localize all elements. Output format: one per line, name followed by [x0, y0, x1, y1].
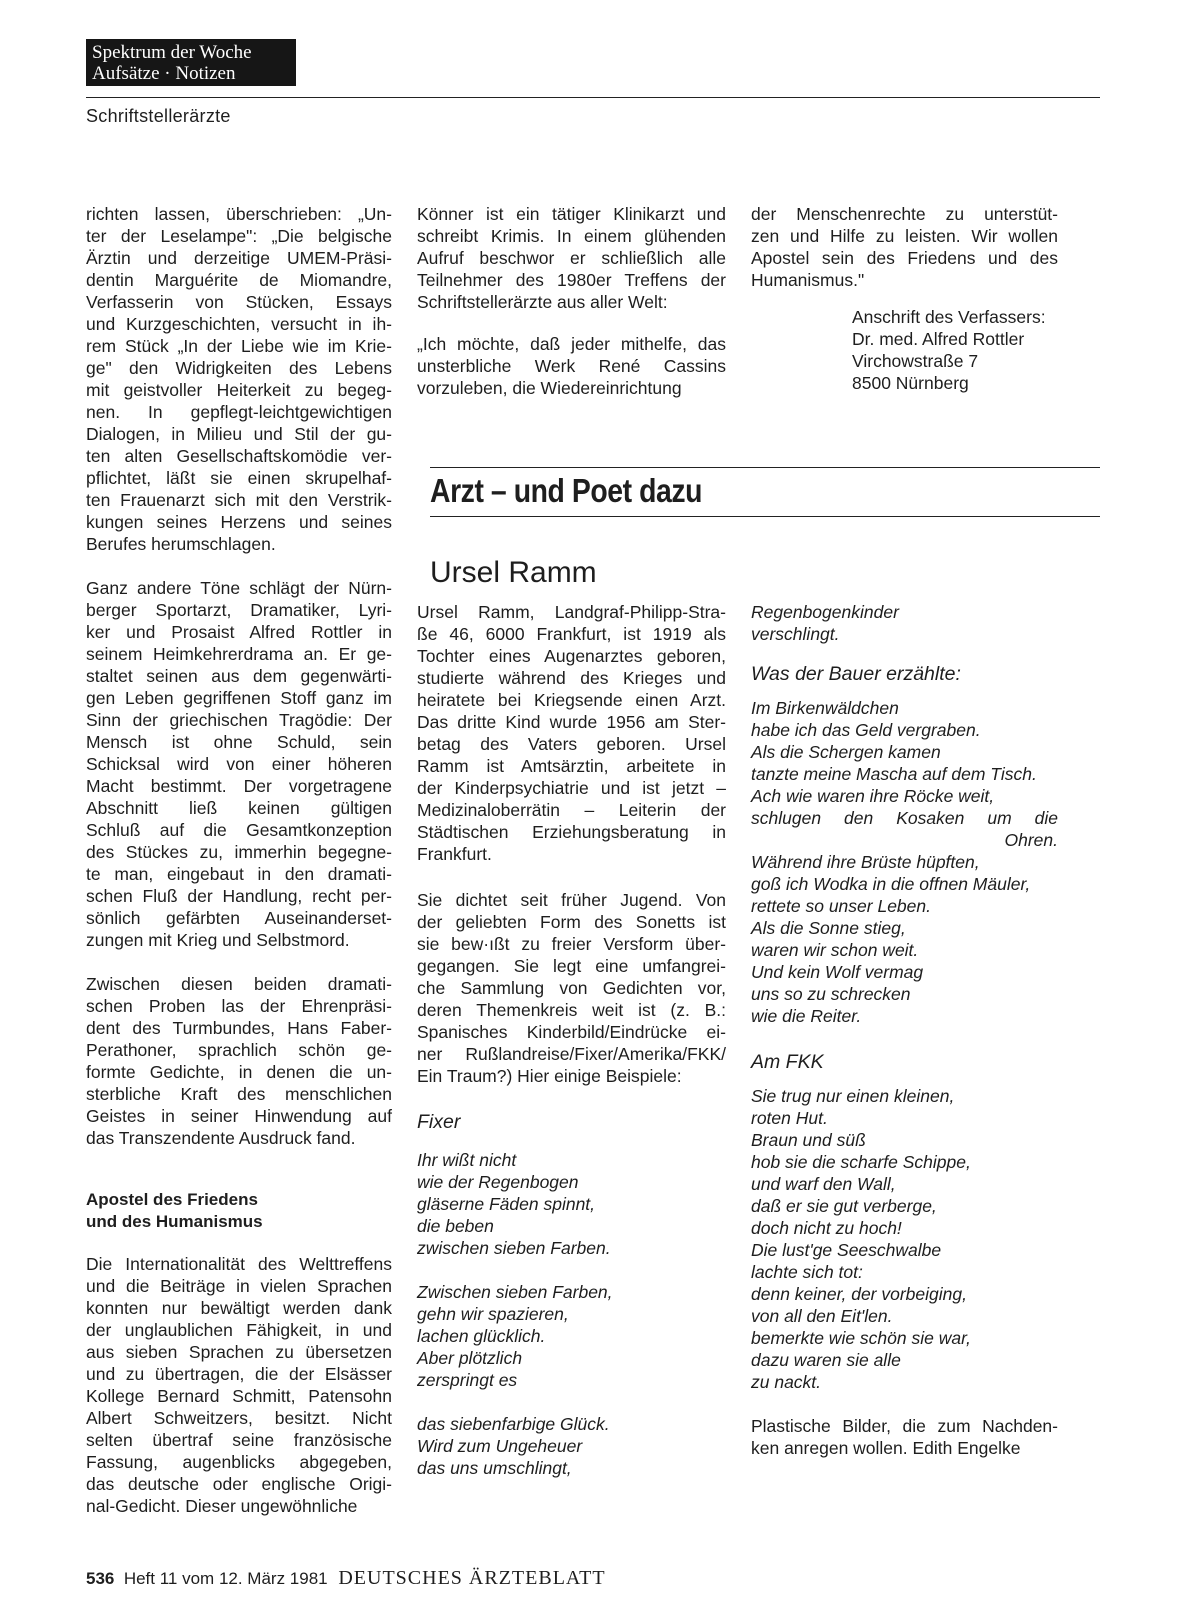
text-line: seinem Heimkehrerdrama an. Er ge- — [86, 644, 392, 664]
text-line: Ein Traum?) Hier einige Beispiele: — [417, 1066, 682, 1086]
text-line: Zwischen diesen beiden dramati- — [86, 974, 392, 994]
text-line: kungen seines Herzens und seines — [86, 512, 392, 532]
text-line: Ursel Ramm, Landgraf-Philipp-Stra- — [417, 602, 726, 622]
text-line: Die Internationalität des Welttreffens — [86, 1254, 392, 1274]
text-line: Fassung, augenblicks abgegeben, — [86, 1452, 392, 1472]
text-line: zerspringt es — [417, 1370, 518, 1390]
text-line: Die lust'ge Seeschwalbe — [751, 1240, 942, 1260]
text-line: sterbliche Kraft des menschlichen — [86, 1084, 392, 1104]
text-line: und warf den Wall, — [751, 1174, 896, 1194]
text-line: gehn wir spazieren, — [417, 1304, 569, 1324]
text-line: und die Beiträge in vielen Sprachen — [86, 1276, 392, 1296]
text-line: Apostel des Friedens — [86, 1190, 258, 1209]
text-line: schreibt Krimis. In einem glühenden — [417, 226, 726, 246]
text-line: Könner ist ein tätiger Klinikarzt und — [417, 204, 726, 224]
text-line: mit geistvoller Heiterkeit zu begeg- — [86, 380, 392, 400]
text-line: der Menschenrechte zu unterstüt- — [751, 204, 1058, 224]
text-line: und zu übertragen, die der Elsässer — [86, 1364, 392, 1384]
text-line: dent des Turmbundes, Hans Faber- — [86, 1018, 392, 1038]
col1-para2 — [86, 577, 392, 951]
text-line: Medizinaloberrätin – Leiterin der — [417, 800, 726, 820]
text-line: Teilnehmer des 1980er Treffens der — [417, 270, 726, 290]
text-line: vorzuleben, die Wiedereinrichtung — [417, 378, 682, 398]
text-line: Plastische Bilder, die zum Nachden- — [751, 1416, 1058, 1436]
text-line: Wird zum Ungeheuer — [417, 1436, 583, 1456]
column-3-bottom — [751, 601, 1058, 1459]
text-line: waren wir schon weit. — [751, 940, 919, 960]
column-1 — [86, 203, 392, 1517]
col3-para1 — [751, 203, 1058, 291]
text-line: Während ihre Brüste hüpften, — [751, 852, 980, 872]
text-line: Mensch ist ohne Schuld, sein — [86, 732, 392, 752]
text-line: das siebenfarbige Glück. — [417, 1414, 610, 1434]
text-line: hob sie die scharfe Schippe, — [751, 1152, 971, 1172]
text-line: von all den Eit'len. — [751, 1306, 893, 1326]
poem-bauer-title: Was der Bauer erzählte: — [751, 663, 961, 685]
article-author: Ursel Ramm — [430, 556, 597, 589]
text-line: studierte während des Krieges und — [417, 668, 726, 688]
text-line: deren Themenkreis weit ist (z. B.: — [417, 1000, 726, 1020]
poem-bauer-lines-b — [751, 851, 1058, 1027]
text-line: zen und Hilfe zu leisten. Wir wollen — [751, 226, 1058, 246]
text-line: Schriftstellerärzte aus aller Welt: — [417, 292, 668, 312]
text-line: der geliebten Form des Sonetts ist — [417, 912, 726, 932]
text-line: Dialogen, in Milieu und Stil der gu- — [86, 424, 392, 444]
text-line: zu nackt. — [751, 1372, 822, 1392]
text-line: Im Birkenwäldchen — [751, 698, 899, 718]
col1-para3 — [86, 973, 392, 1149]
masthead — [86, 39, 296, 86]
text-line: Und kein Wolf vermag — [751, 962, 924, 982]
text-line: Schluß auf die Gesamtkonzeption — [86, 820, 392, 840]
headline-rule-top — [430, 467, 1100, 468]
text-line: dentin Marguérite de Miomandre, — [86, 270, 392, 290]
poem-fixer-stanza-1 — [417, 1149, 726, 1259]
text-line: schlugen den Kosaken um die — [751, 808, 1058, 828]
text-line: Ganz andere Töne schlägt der Nürn- — [86, 578, 392, 598]
subhead-apostel — [86, 1189, 392, 1233]
column-3-top — [751, 203, 1058, 394]
bio-paragraph — [417, 601, 726, 865]
text-line: gen Leben gegriffenen Stoff ganz im — [86, 688, 392, 708]
text-line: habe ich das Geld vergraben. — [751, 720, 981, 740]
text-line: sie bew·ıßt zu freier Versform über- — [417, 934, 726, 954]
text-line: Regenbogenkinder — [751, 602, 899, 622]
poem-fixer-stanza-3 — [417, 1413, 726, 1479]
text-line: zungen mit Krieg und Selbstmord. — [86, 930, 350, 950]
text-line: das uns umschlingt, — [417, 1458, 572, 1478]
text-line: Dr. med. Alfred Rottler — [852, 329, 1025, 349]
col1-para4 — [86, 1253, 392, 1517]
text-line: Als die Schergen kamen — [751, 742, 941, 762]
poem-fixer-title: Fixer — [417, 1111, 461, 1133]
text-line: Ach wie waren ihre Röcke weit, — [751, 786, 995, 806]
text-line: tanzte meine Mascha auf dem Tisch. — [751, 764, 1037, 784]
text-line: roten Hut. — [751, 1108, 828, 1128]
text-line: wie der Regenbogen — [417, 1172, 579, 1192]
text-line: rem Stück „In der Liebe wie im Krie- — [86, 336, 392, 356]
text-line: Berufes herumschlagen. — [86, 534, 276, 554]
text-line: Ihr wißt nicht — [417, 1150, 517, 1170]
text-line: das deutsche oder englische Origi- — [86, 1474, 392, 1494]
text-line: Macht bestimmt. Der vorgetragene — [86, 776, 392, 796]
text-line: Abschnitt ließ keinen gültigen — [86, 798, 392, 818]
intro-paragraph — [417, 889, 726, 1087]
headline-rule-bottom — [430, 516, 1100, 517]
text-line: Aufruf beschwor er schließlich alle — [417, 248, 726, 268]
text-line: Als die Sonne stieg, — [751, 918, 906, 938]
text-line: bemerkte wie schön sie war, — [751, 1328, 971, 1348]
text-line: Das dritte Kind wurde 1956 am Ster- — [417, 712, 726, 732]
text-line: Ärztin und derzeitige UMEM-Präsi- — [86, 248, 392, 268]
text-line: te man, eingebaut in den dramati- — [86, 864, 392, 884]
text-line: wie die Reiter. — [751, 1006, 862, 1026]
closing-paragraph — [751, 1415, 1058, 1459]
text-line: Humanismus." — [751, 270, 865, 290]
text-line: gläserne Fäden spinnt, — [417, 1194, 596, 1214]
text-line: staltet seinen aus dem gegenwärti- — [86, 666, 392, 686]
issue-info: Heft 11 vom 12. März 1981 — [123, 1569, 328, 1588]
page-footer — [86, 1567, 606, 1590]
text-line: der Kinderpsychiatrie und ist jetzt – — [417, 778, 726, 798]
text-line: gegangen. Sie legt eine umfangrei- — [417, 956, 726, 976]
text-line: berger Sportarzt, Dramatiker, Lyri- — [86, 600, 392, 620]
text-line: schen Proben las der Ehrenpräsi- — [86, 996, 392, 1016]
text-line: dazu waren sie alle — [751, 1350, 901, 1370]
section-label: Schriftstellerärzte — [86, 106, 231, 126]
text-line: und des Humanismus — [86, 1212, 263, 1231]
text-line: selten übertraf seine französische — [86, 1430, 392, 1450]
text-line: Apostel sein des Friedens und des — [751, 248, 1058, 268]
col2-para2 — [417, 333, 726, 399]
text-line: Albert Schweitzers, besitzt. Nicht — [86, 1408, 392, 1428]
text-line: der unglaublichen Fähigkeit, in und — [86, 1320, 392, 1340]
text-line: lachte sich tot: — [751, 1262, 863, 1282]
text-line: Spanisches Kinderbild/Eindrücke ei- — [417, 1022, 726, 1042]
poem-bauer-lines-a — [751, 697, 1058, 829]
text-line: goß ich Wodka in die offnen Mäuler, — [751, 874, 1031, 894]
text-line: das Transzendente Ausdruck fand. — [86, 1128, 356, 1148]
col1-para1 — [86, 203, 392, 555]
article-title: Arzt – und Poet dazu — [430, 472, 703, 509]
text-line: ner Rußlandreise/Fixer/Amerika/FKK/ — [417, 1044, 726, 1064]
text-line: daß er sie gut verberge, — [751, 1196, 937, 1216]
text-line: ße 46, 6000 Frankfurt, ist 1919 als — [417, 624, 726, 644]
text-line: Kollege Bernard Schmitt, Patensohn — [86, 1386, 392, 1406]
text-line: Perathoner, sprachlich schön ge- — [86, 1040, 392, 1060]
text-line: Sie trug nur einen kleinen, — [751, 1086, 955, 1106]
column-2-top — [417, 203, 726, 399]
text-line: richten lassen, überschrieben: „Un- — [86, 204, 392, 224]
text-line: nal-Gedicht. Dieser ungewöhnliche — [86, 1496, 358, 1516]
text-line: ten Frauenarzt sich mit den Verstrik- — [86, 490, 392, 510]
text-line: Zwischen sieben Farben, — [417, 1282, 613, 1302]
text-line: heiratete bei Kriegsende einen Arzt. — [417, 690, 726, 710]
text-line: ker und Prosaist Alfred Rottler in — [86, 622, 392, 642]
text-line: nen. In gepflegt-leichtgewichtigen — [86, 402, 392, 422]
masthead-line-2: Aufsätze · Notizen — [92, 63, 236, 84]
text-line: rettete so unser Leben. — [751, 896, 931, 916]
text-line: denn keiner, der vorbeiging, — [751, 1284, 967, 1304]
text-line: Braun und süß — [751, 1130, 866, 1150]
poem-fixer-stanza-2 — [417, 1281, 726, 1391]
text-line: Sinn der griechischen Tragödie: Der — [86, 710, 392, 730]
text-line: Sie dichtet seit früher Jugend. Von — [417, 890, 726, 910]
text-line: sönlich gefärbten Auseinanderset- — [86, 908, 392, 928]
text-line: formte Gedichte, in denen die un- — [86, 1062, 392, 1082]
text-line: Schicksal wird von einer höheren — [86, 754, 392, 774]
top-rule — [86, 97, 1100, 98]
masthead-line-1: Spektrum der Woche — [92, 42, 252, 63]
text-line: Virchowstraße 7 — [852, 351, 979, 371]
text-line: Frankfurt. — [417, 844, 492, 864]
text-line: Verfasserin von Stücken, Essays — [86, 292, 392, 312]
text-line: ge" den Widrigkeiten des Lebens — [86, 358, 392, 378]
text-line: betag des Vaters geboren. Ursel — [417, 734, 726, 754]
text-line: konnten nur bewältigt werden dank — [86, 1298, 392, 1318]
text-line: Geistes in seiner Hinwendung auf — [86, 1106, 392, 1126]
text-line: che Sammlung von Gedichten vor, — [417, 978, 726, 998]
text-line: Ramm ist Amtsärztin, arbeitete in — [417, 756, 726, 776]
text-line: „Ich möchte, daß jeder mithelfe, das — [417, 334, 726, 354]
text-line: ten alten Gesellschaftskomödie ver- — [86, 446, 392, 466]
poem-fkk-title: Am FKK — [751, 1051, 824, 1073]
text-line: schen Fluß der Handlung, recht per- — [86, 886, 392, 906]
poem-fkk-lines — [751, 1085, 1058, 1393]
col2-para1 — [417, 203, 726, 313]
author-address — [751, 306, 1058, 394]
poem-fixer-stanza-3-cont — [751, 601, 1058, 645]
poem-bauer-ohren: Ohren. — [1004, 830, 1058, 850]
text-line: Anschrift des Verfassers: — [852, 307, 1046, 327]
magazine-name: DEUTSCHES ÄRZTEBLATT — [338, 1567, 606, 1589]
text-line: pflichtet, läßt sie einen skrupelhaf- — [86, 468, 392, 488]
text-line: lachen glücklich. — [417, 1326, 546, 1346]
text-line: Tochter eines Augenarztes geboren, — [417, 646, 726, 666]
text-line: verschlingt. — [751, 624, 840, 644]
text-line: aus sieben Sprachen zu übersetzen — [86, 1342, 392, 1362]
page-number: 536 — [86, 1569, 115, 1588]
text-line: Städtischen Erziehungsberatung in — [417, 822, 726, 842]
text-line: ter der Leselampe": „Die belgische — [86, 226, 392, 246]
text-line: uns so zu schrecken — [751, 984, 911, 1004]
text-line: ken anregen wollen. Edith Engelke — [751, 1438, 1021, 1458]
text-line: Aber plötzlich — [417, 1348, 523, 1368]
text-line: unsterbliche Werk René Cassins — [417, 356, 726, 376]
column-2-bottom — [417, 601, 726, 1479]
text-line: des Stückes zu, immerhin begegne- — [86, 842, 392, 862]
text-line: doch nicht zu hoch! — [751, 1218, 902, 1238]
text-line: zwischen sieben Farben. — [417, 1238, 611, 1258]
text-line: und Kurzgeschichten, versucht in ih- — [86, 314, 392, 334]
text-line: die beben — [417, 1216, 494, 1236]
text-line: 8500 Nürnberg — [852, 373, 969, 393]
